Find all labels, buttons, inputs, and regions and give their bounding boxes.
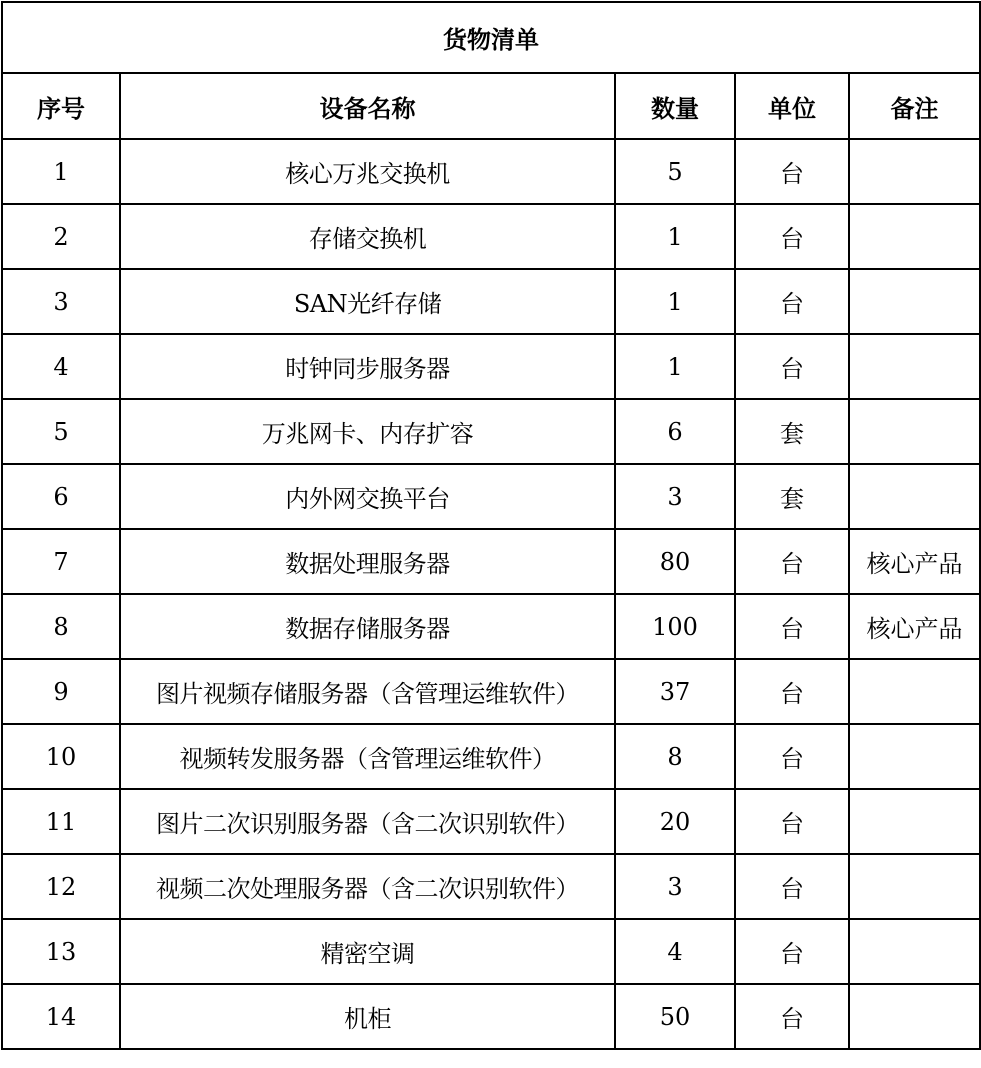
cell-device-name: 图片二次识别服务器（含二次识别软件） xyxy=(120,789,615,854)
cell-unit: 台 xyxy=(735,269,849,334)
table-row xyxy=(2,984,980,1049)
cell-remarks xyxy=(849,139,980,204)
cell-index: 4 xyxy=(2,334,120,399)
header-row xyxy=(2,73,980,139)
cell-unit: 台 xyxy=(735,984,849,1049)
cell-quantity: 8 xyxy=(615,724,735,789)
cell-device-name: 数据存储服务器 xyxy=(120,594,615,659)
cell-unit: 台 xyxy=(735,204,849,269)
table-row xyxy=(2,399,980,464)
table-row xyxy=(2,269,980,334)
cell-remarks xyxy=(849,724,980,789)
cell-quantity: 4 xyxy=(615,919,735,984)
cell-quantity: 1 xyxy=(615,334,735,399)
table-row xyxy=(2,659,980,724)
cell-remarks xyxy=(849,464,980,529)
cell-remarks xyxy=(849,789,980,854)
header-quantity: 数量 xyxy=(615,73,735,139)
cell-index: 9 xyxy=(2,659,120,724)
cell-remarks xyxy=(849,659,980,724)
cell-device-name: 图片视频存储服务器（含管理运维软件） xyxy=(120,659,615,724)
cell-quantity: 1 xyxy=(615,269,735,334)
cell-quantity: 50 xyxy=(615,984,735,1049)
cell-unit: 套 xyxy=(735,464,849,529)
table-row xyxy=(2,334,980,399)
cell-unit: 台 xyxy=(735,919,849,984)
cell-index: 5 xyxy=(2,399,120,464)
cell-unit: 套 xyxy=(735,399,849,464)
table-row xyxy=(2,854,980,919)
cell-remarks xyxy=(849,334,980,399)
cell-remarks xyxy=(849,399,980,464)
cell-quantity: 80 xyxy=(615,529,735,594)
cell-remarks xyxy=(849,204,980,269)
cell-remarks xyxy=(849,269,980,334)
cell-unit: 台 xyxy=(735,724,849,789)
table-row xyxy=(2,594,980,659)
header-remarks: 备注 xyxy=(849,73,980,139)
cell-unit: 台 xyxy=(735,529,849,594)
cell-device-name: 视频二次处理服务器（含二次识别软件） xyxy=(120,854,615,919)
table-row xyxy=(2,529,980,594)
table-body xyxy=(2,139,980,1049)
cell-device-name: 核心万兆交换机 xyxy=(120,139,615,204)
cell-index: 2 xyxy=(2,204,120,269)
cell-remarks xyxy=(849,854,980,919)
cell-quantity: 1 xyxy=(615,204,735,269)
cell-unit: 台 xyxy=(735,139,849,204)
table-row xyxy=(2,139,980,204)
cell-unit: 台 xyxy=(735,659,849,724)
table-row xyxy=(2,789,980,854)
cell-device-name: 精密空调 xyxy=(120,919,615,984)
header-device-name: 设备名称 xyxy=(120,73,615,139)
cell-device-name: 数据处理服务器 xyxy=(120,529,615,594)
goods-list-table xyxy=(1,1,981,1050)
cell-device-name: 内外网交换平台 xyxy=(120,464,615,529)
table-row xyxy=(2,724,980,789)
cell-unit: 台 xyxy=(735,334,849,399)
cell-index: 7 xyxy=(2,529,120,594)
cell-index: 3 xyxy=(2,269,120,334)
cell-unit: 台 xyxy=(735,594,849,659)
cell-device-name: 视频转发服务器（含管理运维软件） xyxy=(120,724,615,789)
cell-index: 12 xyxy=(2,854,120,919)
table-title: 货物清单 xyxy=(2,2,980,73)
cell-quantity: 3 xyxy=(615,464,735,529)
cell-index: 11 xyxy=(2,789,120,854)
cell-remarks: 核心产品 xyxy=(849,594,980,659)
cell-unit: 台 xyxy=(735,789,849,854)
cell-device-name: 时钟同步服务器 xyxy=(120,334,615,399)
table-row xyxy=(2,464,980,529)
table-row xyxy=(2,919,980,984)
cell-remarks xyxy=(849,984,980,1049)
cell-quantity: 100 xyxy=(615,594,735,659)
cell-quantity: 37 xyxy=(615,659,735,724)
cell-device-name: 机柜 xyxy=(120,984,615,1049)
cell-remarks xyxy=(849,919,980,984)
cell-quantity: 5 xyxy=(615,139,735,204)
cell-index: 1 xyxy=(2,139,120,204)
cell-device-name: 存储交换机 xyxy=(120,204,615,269)
cell-index: 8 xyxy=(2,594,120,659)
cell-device-name: 万兆网卡、内存扩容 xyxy=(120,399,615,464)
cell-device-name: SAN光纤存储 xyxy=(120,269,615,334)
cell-quantity: 20 xyxy=(615,789,735,854)
cell-index: 10 xyxy=(2,724,120,789)
cell-index: 13 xyxy=(2,919,120,984)
title-row xyxy=(2,2,980,73)
cell-index: 6 xyxy=(2,464,120,529)
header-unit: 单位 xyxy=(735,73,849,139)
cell-index: 14 xyxy=(2,984,120,1049)
cell-quantity: 6 xyxy=(615,399,735,464)
table-row xyxy=(2,204,980,269)
cell-remarks: 核心产品 xyxy=(849,529,980,594)
header-index: 序号 xyxy=(2,73,120,139)
cell-unit: 台 xyxy=(735,854,849,919)
cell-quantity: 3 xyxy=(615,854,735,919)
